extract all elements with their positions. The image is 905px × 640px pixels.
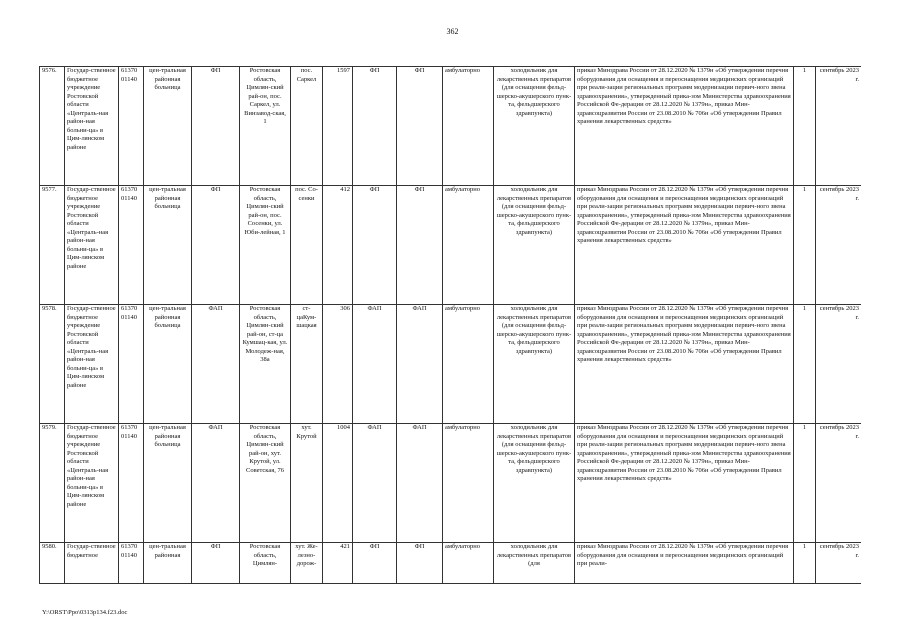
legal-basis: приказ Минздрава России от 28.12.2020 № 1379н «Об утверждении перечня оборудования для оснащения и переоснащения медицинских организаций при реали-зации региональных программ модернизации первич-ного звена здравоохранения», утвержденный прика-зом Министерства здравоохранения Российской Фе-дерации от 28.12.2020 № 1379н», приказ Мин-здравсоцразвития России от 23.08.2010 № 706н «Об утверждении Правил хранения лекарственных средств» <box>575 424 794 543</box>
institution-name: Государ-ственное бюджетное <box>65 543 119 584</box>
legal-basis: приказ Минздрава России от 28.12.2020 № 1379н «Об утверждении перечня оборудования для оснащения и переоснащения медицинских организаций при реали-зации региональных программ модернизации первич-ного звена здравоохранения», утвержденный прика-зом Министерства здравоохранения Российской Фе-дерации от 28.12.2020 № 1379н», приказ Мин-здравсоцразвития России от 23.08.2010 № 706н «Об утверждении Правил хранения лекарственных средств» <box>575 305 794 424</box>
address: Ростовская область, Цимлян-ский рай-он, хут. Крутой, ул. Советская, 76 <box>240 424 291 543</box>
hospital-type: цен-тральная районная больница <box>144 424 192 543</box>
unit-type: ФП <box>192 67 240 186</box>
unit-type-2: ФП <box>353 67 397 186</box>
page-number: 362 <box>446 27 459 36</box>
table-row <box>40 67 862 186</box>
population: 1597 <box>323 67 353 186</box>
table-row <box>40 186 862 305</box>
unit-type-2: ФП <box>353 543 397 584</box>
hospital-type: цен-тральная районная больница <box>144 305 192 424</box>
institution-name: Государ-ственное бюджетное учреждение Ростовской области «Централь-ная район-ная больни-ца» в Цим-лянском районе <box>65 424 119 543</box>
hospital-type: цен-тральная районная больница <box>144 186 192 305</box>
locality: ст-цаКум-шацкая <box>291 305 323 424</box>
row-number: 9576. <box>40 67 65 186</box>
delivery-date: сентябрь 2023 г. <box>816 424 862 543</box>
address: Ростовская область, Цимлян-ский рай-он, ст-ца Кумшац-кая, ул. Молодеж-ная, 38а <box>240 305 291 424</box>
equipment: холодильник для лекарственных препаратов (для <box>494 543 575 584</box>
unit-type-3: ФП <box>397 543 443 584</box>
equipment: холодильник для лекарственных препаратов (для оснащения фельд-шерско-акушерского пунк-та, фельдшерского здравпункта) <box>494 186 575 305</box>
population: 412 <box>323 186 353 305</box>
care-mode: амбулаторно <box>443 543 494 584</box>
address: Ростовская область, Цимлян- <box>240 543 291 584</box>
unit-type-2: ФП <box>353 186 397 305</box>
row-number: 9577. <box>40 186 65 305</box>
row-number: 9578. <box>40 305 65 424</box>
care-mode: амбулаторно <box>443 186 494 305</box>
locality: пос. Саркел <box>291 67 323 186</box>
population: 306 <box>323 305 353 424</box>
legal-basis: приказ Минздрава России от 28.12.2020 № 1379н «Об утверждении перечня оборудования для оснащения и переоснащения медицинских организаций при реали-зации региональных программ модернизации первич-ного звена здравоохранения», утвержденный прика-зом Министерства здравоохранения Российской Фе-дерации от 28.12.2020 № 1379н», приказ Мин-здравсоцразвития России от 23.08.2010 № 706н «Об утверждении Правил хранения лекарственных средств» <box>575 67 794 186</box>
institution-code: 61370 01140 <box>119 67 144 186</box>
unit-type: ФАП <box>192 424 240 543</box>
unit-type-3: ФП <box>397 67 443 186</box>
locality: хут. Крутой <box>291 424 323 543</box>
population: 421 <box>323 543 353 584</box>
unit-type: ФАП <box>192 305 240 424</box>
delivery-date: сентябрь 2023 г. <box>816 186 862 305</box>
unit-type: ФП <box>192 543 240 584</box>
unit-type-3: ФП <box>397 186 443 305</box>
hospital-type: цен-тральная районная <box>144 543 192 584</box>
locality: пос. Со-сенки <box>291 186 323 305</box>
unit-type: ФП <box>192 186 240 305</box>
hospital-type: цен-тральная районная больница <box>144 67 192 186</box>
locality: хут. Же-лезно-дорож- <box>291 543 323 584</box>
equipment: холодильник для лекарственных препаратов (для оснащения фельд-шерско-акушерского пунк-та, фельдшерского здравпункта) <box>494 424 575 543</box>
population: 1004 <box>323 424 353 543</box>
row-number: 9580. <box>40 543 65 584</box>
address: Ростовская область, Цимлян-ский рай-он, пос. Саркел, ул. Винзавод-ская, 1 <box>240 67 291 186</box>
delivery-date: сентябрь 2023 г. <box>816 543 862 584</box>
quantity: 1 <box>794 67 816 186</box>
quantity: 1 <box>794 543 816 584</box>
unit-type-3: ФАП <box>397 305 443 424</box>
institution-code: 61370 01140 <box>119 186 144 305</box>
unit-type-2: ФАП <box>353 424 397 543</box>
table-row <box>40 305 862 424</box>
institution-code: 61370 01140 <box>119 305 144 424</box>
equipment: холодильник для лекарственных препаратов (для оснащения фельд-шерско-акушерского пунк-та, фельдшерского здравпункта) <box>494 305 575 424</box>
institution-name: Государ-ственное бюджетное учреждение Ростовской области «Централь-ная район-ная больни-ца» в Цим-лянском районе <box>65 305 119 424</box>
quantity: 1 <box>794 186 816 305</box>
institution-code: 61370 01140 <box>119 543 144 584</box>
legal-basis: приказ Минздрава России от 28.12.2020 № 1379н «Об утверждении перечня оборудования для оснащения и переоснащения медицинских организаций при реали- <box>575 543 794 584</box>
document-table-wrapper <box>39 66 861 602</box>
quantity: 1 <box>794 424 816 543</box>
equipment: холодильник для лекарственных препаратов (для оснащения фельд-шерско-акушерского пунк-та, фельдшерского здравпункта) <box>494 67 575 186</box>
institution-code: 61370 01140 <box>119 424 144 543</box>
institution-name: Государ-ственное бюджетное учреждение Ростовской области «Централь-ная район-ная больни-ца» в Цим-лянском районе <box>65 67 119 186</box>
unit-type-3: ФАП <box>397 424 443 543</box>
footer-file-path: Y:\ORST\Ppo\0313p134.f23.doc <box>42 609 128 616</box>
institution-name: Государ-ственное бюджетное учреждение Ростовской области «Централь-ная район-ная больни-ца» в Цим-лянском районе <box>65 186 119 305</box>
care-mode: амбулаторно <box>443 67 494 186</box>
address: Ростовская область, Цимлян-ский рай-он, пос. Сосенки, ул. Юби-лейная, 1 <box>240 186 291 305</box>
care-mode: амбулаторно <box>443 424 494 543</box>
delivery-date: сентябрь 2023 г. <box>816 67 862 186</box>
row-number: 9579. <box>40 424 65 543</box>
table-row <box>40 543 862 584</box>
table-row <box>40 424 862 543</box>
delivery-date: сентябрь 2023 г. <box>816 305 862 424</box>
unit-type-2: ФАП <box>353 305 397 424</box>
legal-basis: приказ Минздрава России от 28.12.2020 № 1379н «Об утверждении перечня оборудования для оснащения и переоснащения медицинских организаций при реали-зации региональных программ модернизации первич-ного звена здравоохранения», утвержденный прика-зом Министерства здравоохранения Российской Фе-дерации от 28.12.2020 № 1379н», приказ Мин-здравсоцразвития России от 23.08.2010 № 706н «Об утверждении Правил хранения лекарственных средств» <box>575 186 794 305</box>
care-mode: амбулаторно <box>443 305 494 424</box>
equipment-table <box>39 66 861 584</box>
quantity: 1 <box>794 305 816 424</box>
